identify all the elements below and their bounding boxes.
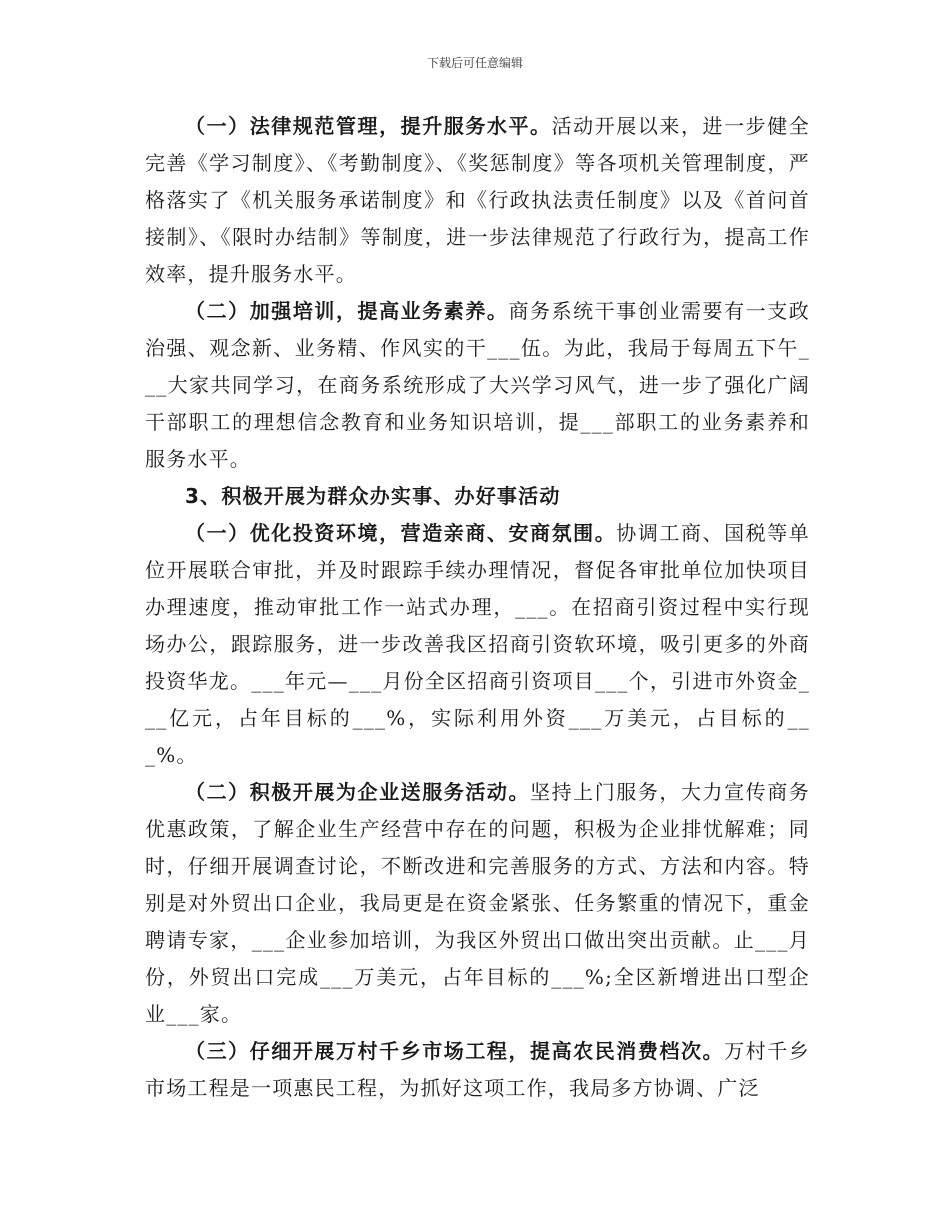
paragraph-enterprise-service	[145, 774, 810, 1033]
paragraph-text: 活动开展以来，进一步健全完善《学习制度》、《考勤制度》、《奖惩制度》等各项机关管理制度，严格落实了《机关服务承诺制度》和《行政执法责任制度》以及《首问首接制》、《限时办结制》等制度，进一步法律规范了行政行为，提高工作效率，提升服务水平。	[145, 114, 810, 286]
paragraph-investment-environment	[145, 515, 810, 774]
paragraph-text: 协调工商、国税等单位开展联合审批，并及时跟踪手续办理情况，督促各审批单位加快项目办理速度，推动审批工作一站式办理，___。在招商引资过程中实行现场办公，跟踪服务，进一步改善我区招商引资软环境，吸引更多的外商投资华龙。___年元—___月份全区招商引资项目___个，引进市外资金___亿元，占年目标的___%，实际利用外资___万美元，占目标的___%。	[145, 521, 810, 767]
paragraph-market-project	[145, 1033, 810, 1107]
paragraph-heading: （三）仔细开展万村千乡市场工程，提高农民消费档次。	[185, 1039, 725, 1063]
paragraph-legal-management	[145, 108, 810, 293]
header-note: 下载后可任意编辑	[426, 56, 523, 70]
paragraph-text: 坚持上门服务，大力宣传商务优惠政策，了解企业生产经营中存在的问题，积极为企业排忧解难；同时，仔细开展调查讨论，不断改进和完善服务的方式、方法和内容。特别是对外贸出口企业，我局更是在资金紧张、任务繁重的情况下，重金聘请专家，___企业参加培训，为我区外贸出口做出突出贡献。止___月份，外贸出口完成___万美元，占年目标的___%;全区新增进出口型企业___家。	[145, 780, 810, 1026]
document-body	[145, 108, 810, 1107]
paragraph-heading: （二）积极开展为企业送服务活动。	[185, 780, 531, 804]
paragraph-text: 万村千乡市场工程是一项惠民工程，为抓好这项工作，我局多方协调、广泛	[145, 1039, 811, 1100]
paragraph-heading: （二）加强培训，提高业务素养。	[185, 299, 509, 323]
section-title: 3、积极开展为群众办实事、办好事活动	[185, 484, 561, 508]
paragraph-heading: （一）优化投资环境，营造亲商、安商氛围。	[185, 521, 617, 545]
paragraph-text: 商务系统干事创业需要有一支政治强、观念新、业务精、作风实的干___伍。为此，我局于每周五下午___大家共同学习，在商务系统形成了大兴学习风气，进一步了强化广阔干部职工的理想信念教育和业务知识培训，提___部职工的业务素养和服务水平。	[145, 299, 810, 471]
paragraph-heading: （一）法律规范管理，提升服务水平。	[185, 114, 552, 138]
paragraph-training	[145, 293, 810, 478]
